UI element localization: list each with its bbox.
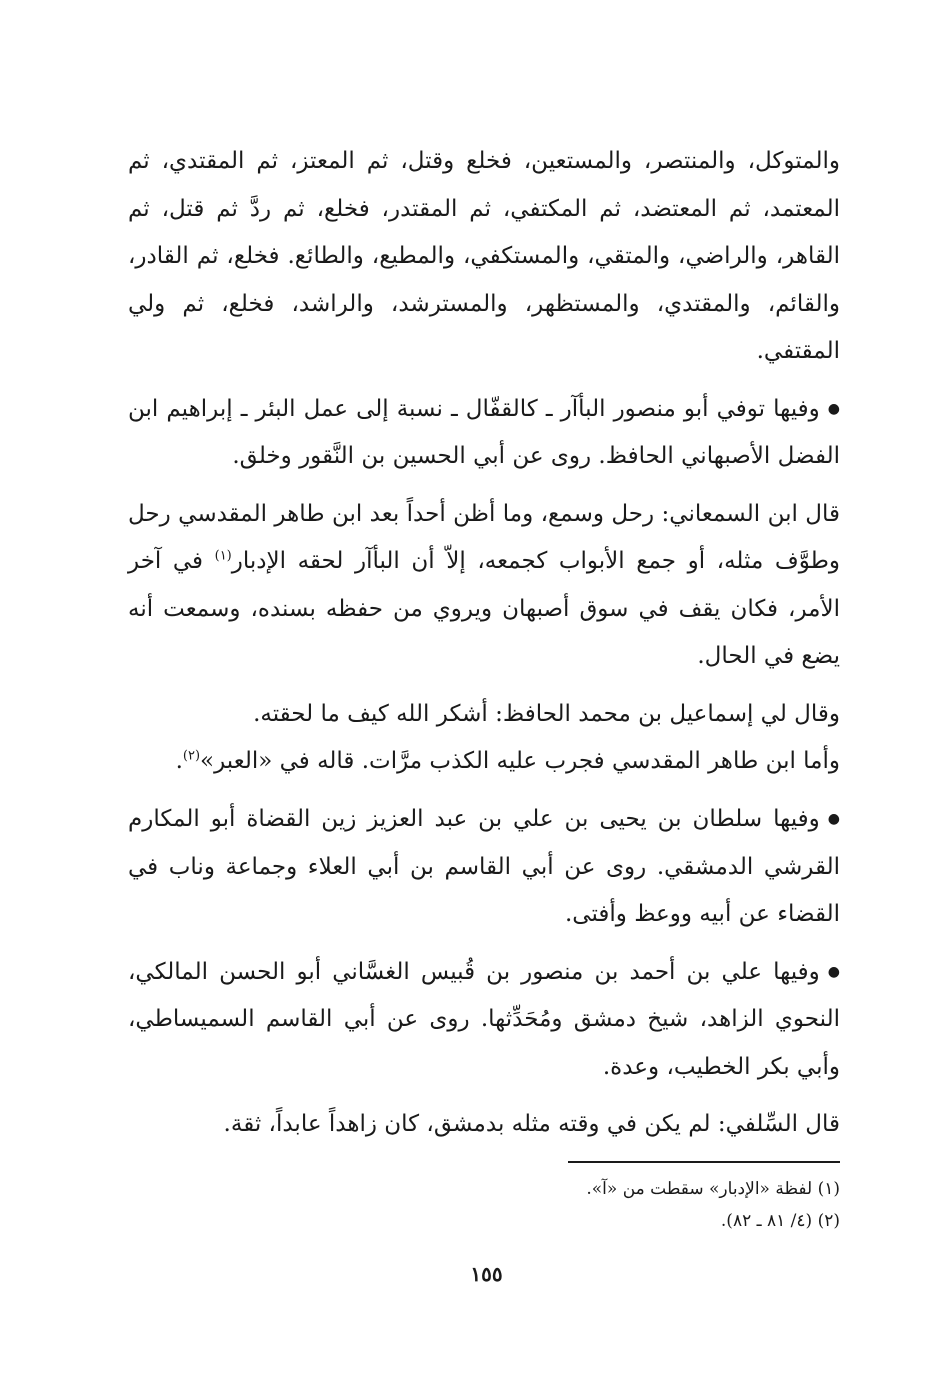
bullet-icon: ● (827, 400, 840, 417)
bullet-icon: ● (827, 811, 840, 827)
paragraph-ibn-al-samani (128, 491, 840, 681)
paragraph-caliphs-list (128, 138, 840, 376)
paragraph-ibn-tahir (128, 738, 840, 786)
paragraph-ismail-quote (128, 691, 840, 739)
paragraph-text: وفيها توفي أبو منصور البأآر ـ كالقفّال ـ نسبة إلى عمل البئر ـ إبراهيم ابن الفضل الأصبهاني الحافظ. روى عن أبي الحسين بن النَّقور وخلق. (128, 395, 840, 470)
paragraph-ibn-al-baar (128, 386, 840, 481)
paragraph-text: قال السِّلفي: لم يكن في وقته مثله بدمشق، كان زاهداً عابداً، ثقة. (223, 1111, 840, 1138)
paragraph-text: قال ابن السمعاني: رحل وسمع، وما أظن أحداً بعد ابن طاهر المقدسي رحل وطوَّف مثله، أو جمع الأبواب كجمعه، إلاّ أن البأآر لحقه الإدبار (128, 500, 840, 575)
page-body (128, 138, 840, 1237)
paragraph-text: وفيها سلطان بن يحيى بن علي بن عبد العزيز زين القضاة أبو المكارم القرشي الدمشقي. روى عن أبي القاسم بن أبي العلاء وجماعة وناب في القضاء عن أبيه ووعظ وأفتى. (128, 805, 840, 927)
footnote-divider (568, 1161, 840, 1163)
footnote-ref-2[interactable]: (٢) (182, 748, 201, 764)
paragraph-ali-bin-ahmad (128, 949, 840, 1092)
footnote-1: (١) لفظة «الإدبار» سقطت من «آ». (586, 1178, 840, 1199)
paragraph-text: وفيها علي بن أحمد بن منصور بن قُبيس الغسَّاني أبو الحسن المالكي، النحوي الزاهد، شيخ دمشق ومُحَدِّثها. روى عن أبي القاسم السميساطي، وأبي بكر الخطيب، وعدة. (128, 958, 840, 1080)
paragraph-sultan-bin-yahya (128, 796, 840, 939)
footnote-ref-1[interactable]: (١) (214, 548, 232, 564)
paragraph-al-silafi (128, 1101, 840, 1149)
paragraph-text: والمتوكل، والمنتصر، والمستعين، فخلع وقتل، ثم المعتز، ثم المقتدي، ثم المعتمد، ثم المعتضد، ثم المكتفي، ثم المقتدر، فخلع، ثم ردَّ ثم قتل، ثم القاهر، والراضي، والمتقي، والمستكفي، والمطيع، والطائع. فخلع، ثم القادر، والقائم، والمقتدي، والمستظهر، والمسترشد، والراشد، فخلع، ثم ولي المقتفي. (128, 148, 840, 364)
paragraph-text-continued: . (175, 748, 183, 775)
paragraph-text: وقال لي إسماعيل بن محمد الحافظ: أشكر الله كيف ما لحقته. (253, 700, 840, 727)
footnote-2: (٢) (٤/ ٨١ ـ ٨٢). (720, 1210, 840, 1231)
page-number: ١٥٥ (470, 1262, 503, 1286)
paragraph-text: وأما ابن طاهر المقدسي فجرب عليه الكذب مرَّات. قاله في «العبر» (200, 748, 840, 775)
paragraph-text-continued: في آخر الأمر، فكان يقف في سوق أصبهان ويروي من حفظه بسنده، وسمعت أنه يضع في الحال. (128, 548, 840, 670)
bullet-icon: ● (827, 963, 840, 980)
